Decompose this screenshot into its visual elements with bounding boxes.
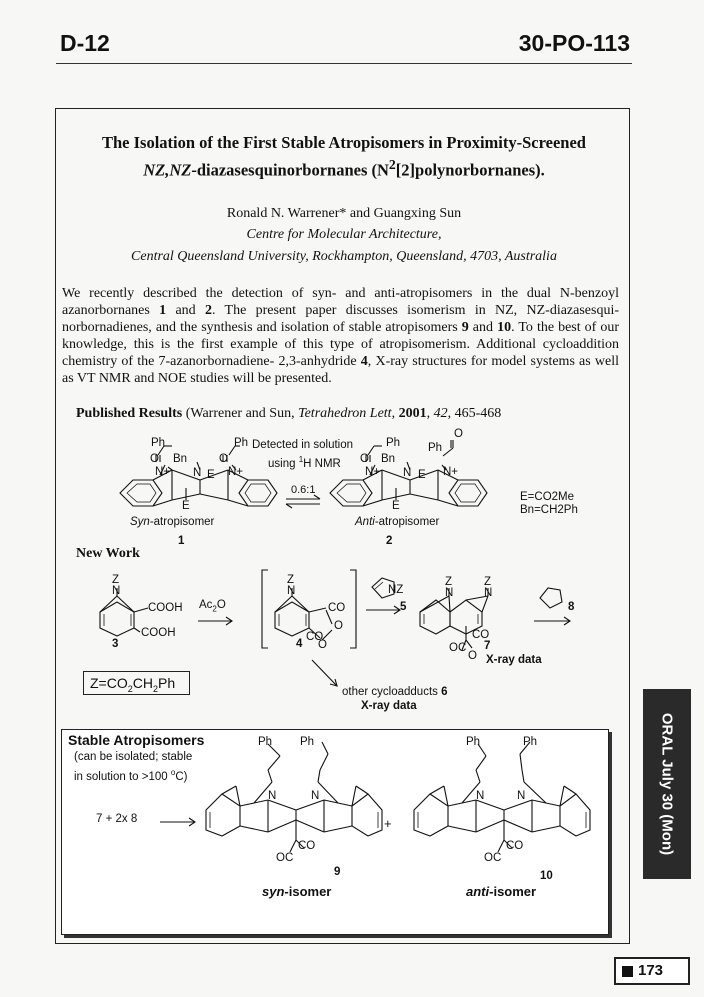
zdef-part: Z=CO (90, 675, 128, 691)
isomer-10-skeleton (414, 742, 590, 852)
label-rest: -atropisomer (149, 516, 215, 528)
xray-label-6: X-ray data (361, 700, 417, 712)
e-label: E (182, 500, 190, 512)
page-number-box (614, 957, 690, 985)
o-label: O (334, 620, 343, 632)
citation-part: , (426, 406, 434, 421)
reagent-part: Ac (199, 599, 213, 611)
ph-label: Ph (386, 437, 401, 449)
n-plus-label: N+ (228, 466, 244, 478)
label-italic: Anti (355, 516, 375, 528)
journal-name: Tetrahedron Lett (298, 406, 392, 421)
n-label: N (287, 585, 296, 597)
session-code: D-12 (60, 30, 110, 56)
side-tab-label: ORAL July 30 (Mon) (658, 712, 676, 856)
compound-number-4: 4 (296, 638, 303, 650)
n-label: N (403, 467, 412, 479)
note-part: using (268, 457, 299, 470)
compound-number-7: 7 (484, 640, 491, 652)
isomer-9-skeleton (206, 742, 382, 852)
stable-atropisomers-title: Stable Atropisomers (68, 732, 205, 748)
reagent-sub: 2 (212, 604, 217, 614)
label-text: other cycloadducts (342, 686, 442, 698)
compound-number-5: 5 (400, 601, 407, 613)
o-label: O (468, 650, 477, 662)
zdef-sub: 2 (127, 683, 133, 694)
label-italic: Syn (130, 516, 150, 528)
label-rest: -atropisomer (374, 516, 440, 528)
n-label: N (517, 790, 526, 802)
title-sup: 2 (388, 157, 396, 172)
oc-label: OC (276, 852, 294, 864)
compound-ref: 1 (159, 303, 167, 318)
authors: Ronald N. Warrener* and Guangxing Sun (226, 206, 462, 221)
bn-label: Bn (381, 453, 396, 465)
zdef-part: CH (132, 675, 153, 691)
nz-label: NZ (388, 584, 404, 596)
cooh-label: COOH (141, 627, 176, 639)
citation-part: (Warrener and Sun, (182, 406, 299, 421)
zdef-part: Ph (158, 675, 176, 691)
syn-isomer-label (262, 884, 331, 899)
desc-part: C) (175, 770, 188, 783)
abstract-part: . To the best of our knowledge, this is the first example of this type of atropisomerism. Additional cycloaddition chemistry of the 7-azanorbornadiene- 2,3-anhydride (62, 320, 619, 369)
citation-pages: , 465-468 (447, 406, 502, 421)
n-label: N (311, 790, 320, 802)
oxygen-label: O (360, 453, 369, 465)
n-label: N (476, 790, 485, 802)
label-rest: -isomer (284, 884, 332, 899)
session-side-tab (643, 689, 691, 879)
ph-label: Ph (258, 736, 273, 748)
co-label: CO (328, 602, 346, 614)
detected-note-1: Detected in solution (252, 439, 354, 451)
compound-ref: 10 (497, 320, 512, 335)
title-italic: NZ,NZ (143, 160, 192, 180)
reagent-label: 7 + 2x 8 (96, 813, 138, 825)
ph-label: Ph (151, 437, 166, 449)
label-italic: syn (262, 884, 285, 899)
abstract-part: , X-ray structures for model systems as well as VT NMR and NOE studies will be presented. (62, 354, 619, 386)
legend-bn: Bn=CH2Ph (520, 504, 578, 516)
affiliation-line-2: Central Queensland University, Rockhampton, Queensland, 4703, Australia (131, 249, 557, 264)
co-label: CO (298, 840, 316, 852)
ph-label: Ph (523, 736, 538, 748)
label-rest: -isomer (489, 884, 537, 899)
affiliation-line-1: Centre for Molecular Architecture, (246, 227, 442, 242)
compound-ref: 9 (461, 320, 469, 335)
title-end: [2]polynorbornanes). (395, 160, 545, 180)
legend-e: E=CO2Me (520, 491, 575, 503)
desc-line-2 (74, 765, 224, 785)
zdef-sub: 2 (152, 683, 158, 694)
compound-number-10: 10 (540, 870, 553, 882)
note-sup: 1 (298, 455, 304, 464)
oxygen-label: O (150, 453, 159, 465)
bn-label: Bn (173, 453, 188, 465)
n-label: N (193, 467, 202, 479)
co-label: CO (472, 629, 490, 641)
abstract-part: We recently described the detection of syn- and anti-atropisomers in the dual N-benzoyl azanorbornanes (62, 286, 619, 318)
desc-line-1: (can be isolated; stable (74, 751, 193, 763)
ph-label: Ph (428, 442, 443, 454)
ratio-label: 0.6:1 (291, 484, 316, 496)
note-part: H NMR (303, 457, 341, 470)
citation-part: , (391, 406, 399, 421)
e-label: E (418, 469, 426, 481)
page-marker-icon (622, 966, 633, 977)
published-label: Published Results (76, 406, 183, 421)
e-label: E (207, 469, 215, 481)
n-label: N (268, 790, 277, 802)
poster-code: 30-PO-113 (518, 30, 630, 56)
compound-number-6: 6 (441, 686, 448, 698)
n-plus-label: N+ (155, 466, 171, 478)
degree-sup: o (170, 768, 176, 777)
desc-part: in solution to >100 (74, 770, 171, 783)
ph-label: Ph (466, 736, 481, 748)
z-label: Z (445, 576, 453, 588)
co-label: CO (506, 840, 524, 852)
compound-number-2: 2 (386, 535, 393, 547)
e-label: E (392, 500, 400, 512)
xray-label-7: X-ray data (486, 654, 542, 666)
compound-number-3: 3 (112, 638, 119, 650)
n-label: N (445, 587, 454, 599)
ph-label: Ph (234, 437, 249, 449)
compound-ref: 4 (360, 354, 368, 369)
z-label: Z (287, 574, 295, 586)
new-work-heading: New Work (76, 546, 140, 561)
plus-sign: + (384, 816, 392, 831)
title-rest: -diazasesquinorbornanes (N (191, 160, 389, 180)
compound-number-9: 9 (334, 866, 341, 878)
abstract-part: . The present paper discusses isomerism in NZ, NZ-diazasesqui-norbornadienes, and the synthesis and isolation of stable atropisomers (62, 303, 620, 335)
compound-number-8: 8 (568, 601, 575, 613)
cooh-label: COOH (148, 602, 183, 614)
stable-atropisomers-desc (74, 750, 224, 785)
o-label: O (318, 639, 327, 651)
label-italic: anti (466, 884, 490, 899)
co-label: CO (306, 631, 324, 643)
ph-label: Ph (300, 736, 315, 748)
n-label: N (484, 587, 493, 599)
z-label: Z (484, 576, 492, 588)
oc-label: OC (449, 642, 467, 654)
z-label: Z (112, 574, 120, 586)
n-label: N (112, 585, 121, 597)
anti-isomer-label (466, 884, 536, 899)
oc-label: OC (484, 852, 502, 864)
n-plus-label: N+ (443, 466, 459, 478)
abstract-part: and (166, 303, 205, 318)
citation-volume: 42 (433, 406, 448, 421)
oxygen-label: O (219, 453, 228, 465)
title-line-1: The Isolation of the First Stable Atropisomers in Proximity-Screened (102, 133, 586, 152)
citation-year: 2001 (398, 406, 427, 421)
compound-ref: 2 (205, 303, 212, 318)
abstract-part: and (468, 320, 498, 335)
compound-number-1: 1 (178, 535, 185, 547)
reagent-part: O (216, 599, 226, 611)
oxygen-label: O (454, 428, 463, 440)
n-plus-label: N+ (365, 466, 381, 478)
page-number: 173 (638, 962, 664, 979)
